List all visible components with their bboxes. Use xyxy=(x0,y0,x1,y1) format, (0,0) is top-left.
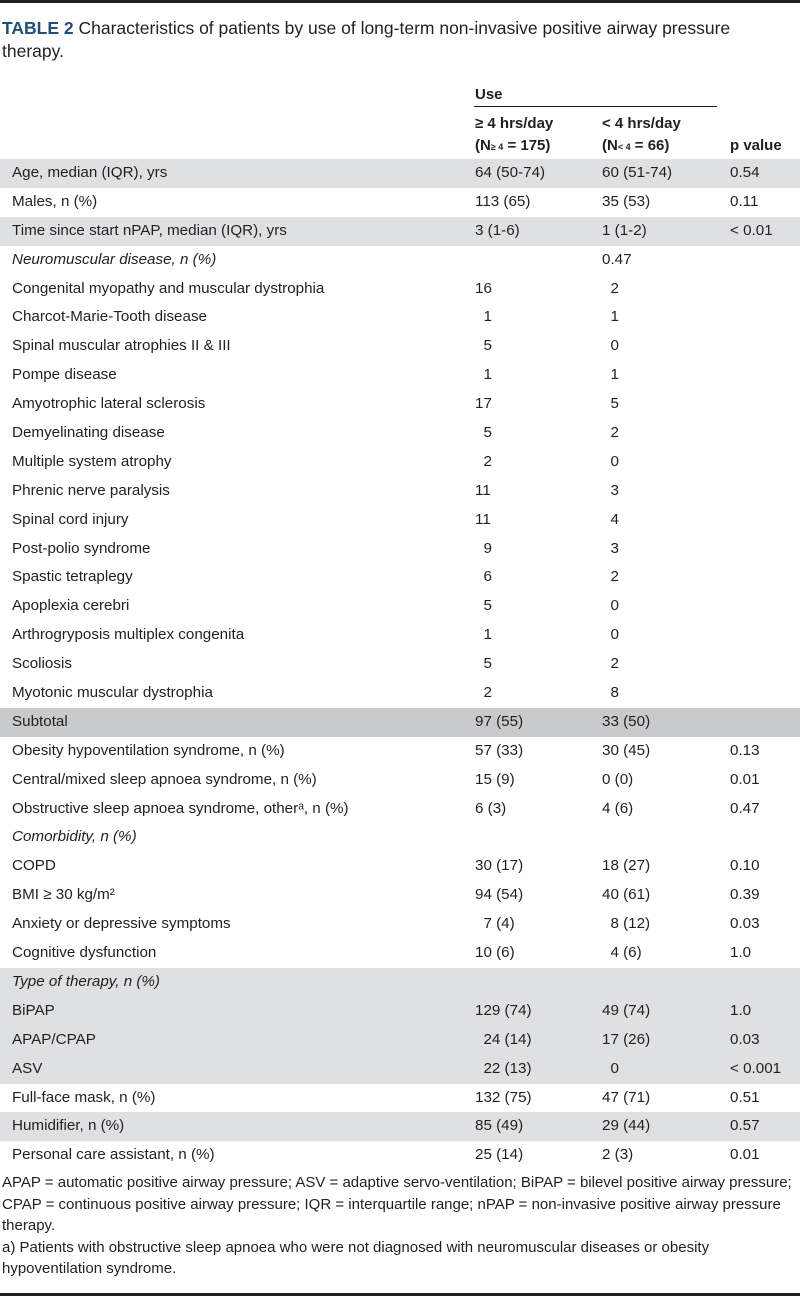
table-row xyxy=(0,1084,800,1113)
cell-ge4: 6 xyxy=(475,568,492,586)
row-label: Personal care assistant, n (%) xyxy=(12,1146,215,1164)
row-label: Cognitive dysfunction xyxy=(12,944,157,962)
cell-lt4: 5 xyxy=(602,395,619,413)
cell-ge4: 10 (6) xyxy=(475,944,515,962)
cell-ge4: 64 (50-74) xyxy=(475,164,546,181)
table-row xyxy=(0,1141,800,1170)
cell-ge4: 6 (3) xyxy=(475,799,507,817)
cell-p-value: 0.13 xyxy=(730,741,760,759)
col-lt4-header xyxy=(602,113,681,158)
cell-ge4: 17 xyxy=(475,395,492,413)
table-row xyxy=(0,448,800,477)
cell-ge4: 1 xyxy=(475,626,492,644)
cell-p-value: < 0.01 xyxy=(730,221,773,239)
cell-ge4: 57 (33) xyxy=(475,741,524,759)
cell-lt4: 1 xyxy=(602,366,619,384)
col-lt4-title: < 4 hrs/day xyxy=(602,115,681,132)
row-label: Full-face mask, n (%) xyxy=(12,1088,156,1106)
table-row xyxy=(0,188,800,217)
row-label: Scoliosis xyxy=(12,655,72,673)
cell-lt4: 0 xyxy=(602,626,619,644)
row-label: Humidifier, n (%) xyxy=(12,1117,125,1135)
table-row xyxy=(0,997,800,1026)
table-row xyxy=(0,621,800,650)
cell-lt4: 0 xyxy=(602,452,619,470)
col-lt4-n: (N< 4 = 66) xyxy=(602,137,670,154)
table-row xyxy=(0,361,800,390)
row-label: Time since start nPAP, median (IQR), yrs xyxy=(12,221,287,239)
cell-lt4: 0.47 xyxy=(602,250,632,268)
cell-ge4: 30 (17) xyxy=(475,857,524,875)
row-label: Obesity hypoventilation syndrome, n (%) xyxy=(12,741,285,759)
cell-lt4: 0 (0) xyxy=(602,770,634,788)
table-row xyxy=(0,766,800,795)
table-row xyxy=(0,650,800,679)
cell-ge4: 22 (13) xyxy=(475,1059,532,1077)
cell-lt4: 8 xyxy=(602,684,619,702)
cell-p-value: 0.39 xyxy=(730,886,760,904)
row-label: Pompe disease xyxy=(12,366,117,384)
cell-ge4: 2 xyxy=(475,684,492,702)
col-ge4-header xyxy=(475,113,553,158)
row-label: Apoplexia cerebri xyxy=(12,597,130,615)
use-group-header: Use xyxy=(475,86,503,103)
cell-ge4: 5 xyxy=(475,655,492,673)
table-row xyxy=(0,275,800,304)
row-label: Type of therapy, n (%) xyxy=(12,972,160,990)
row-label: Charcot-Marie-Tooth disease xyxy=(12,308,207,326)
table-row xyxy=(0,419,800,448)
cell-lt4: 4 (6) xyxy=(602,799,634,817)
table-row xyxy=(0,679,800,708)
cell-p-value: 0.03 xyxy=(730,1030,760,1048)
table-row xyxy=(0,823,800,852)
cell-lt4: 33 (50) xyxy=(602,712,651,730)
row-label: Demyelinating disease xyxy=(12,424,165,442)
cell-lt4: 18 (27) xyxy=(602,857,651,875)
cell-lt4: 8 (12) xyxy=(602,915,651,933)
table-row xyxy=(0,1026,800,1055)
cell-p-value: 0.03 xyxy=(730,915,760,933)
row-label: Amyotrophic lateral sclerosis xyxy=(12,395,206,413)
table-row xyxy=(0,217,800,246)
table-title: Characteristics of patients by use of long-term non-invasive positive airway pressure therapy. xyxy=(2,18,731,61)
cell-lt4: 0 xyxy=(602,337,619,355)
table-row xyxy=(0,881,800,910)
table-row xyxy=(0,246,800,275)
cell-lt4: 30 (45) xyxy=(602,741,651,759)
row-label: Anxiety or depressive symptoms xyxy=(12,915,231,933)
cell-lt4: 49 (74) xyxy=(602,1001,651,1019)
row-label: Arthrogryposis multiplex congenita xyxy=(12,626,245,644)
table-row xyxy=(0,1112,800,1141)
row-label: COPD xyxy=(12,857,56,875)
table-row xyxy=(0,477,800,506)
cell-lt4: 1 (1-2) xyxy=(602,221,647,239)
cell-lt4: 2 xyxy=(602,424,619,442)
cell-p-value: 0.47 xyxy=(730,799,760,817)
cell-ge4: 7 (4) xyxy=(475,915,515,933)
cell-ge4: 15 (9) xyxy=(475,770,515,788)
row-label: ASV xyxy=(12,1059,43,1077)
use-group-rule xyxy=(474,106,717,107)
row-label: Myotonic muscular dystrophia xyxy=(12,684,213,702)
table-caption xyxy=(2,17,762,63)
table-row xyxy=(0,159,800,188)
table-row xyxy=(0,390,800,419)
cell-ge4: 11 xyxy=(475,481,491,499)
cell-ge4: 1 xyxy=(475,366,492,384)
cell-lt4: 2 xyxy=(602,279,619,297)
cell-ge4: 94 (54) xyxy=(475,886,524,904)
col-ge4-n: (N≥ 4 = 175) xyxy=(475,137,551,154)
table-row xyxy=(0,303,800,332)
table-row xyxy=(0,795,800,824)
cell-p-value: 0.01 xyxy=(730,1146,760,1164)
cell-lt4: 40 (61) xyxy=(602,886,651,904)
cell-ge4: 132 (75) xyxy=(475,1088,532,1106)
cell-p-value: 0.51 xyxy=(730,1088,760,1106)
table-row xyxy=(0,708,800,737)
cell-ge4: 97 (55) xyxy=(475,712,524,730)
table-row xyxy=(0,910,800,939)
row-label: Males, n (%) xyxy=(12,192,98,210)
cell-ge4: 5 xyxy=(475,424,492,442)
bottom-rule xyxy=(0,1293,800,1296)
row-label: Spastic tetraplegy xyxy=(12,568,133,586)
row-label: BMI ≥ 30 kg/m² xyxy=(12,886,115,904)
cell-lt4: 4 xyxy=(602,510,619,528)
cell-ge4: 24 (14) xyxy=(475,1030,532,1048)
cell-lt4: 17 (26) xyxy=(602,1030,651,1048)
cell-p-value: < 0.001 xyxy=(730,1059,782,1077)
cell-lt4: 2 xyxy=(602,568,619,586)
cell-lt4: 29 (44) xyxy=(602,1117,651,1135)
cell-lt4: 4 (6) xyxy=(602,944,642,962)
cell-ge4: 85 (49) xyxy=(475,1117,524,1135)
row-label: Post-polio syndrome xyxy=(12,539,151,557)
cell-ge4: 5 xyxy=(475,597,492,615)
row-label: Multiple system atrophy xyxy=(12,452,172,470)
cell-p-value: 1.0 xyxy=(730,944,752,962)
cell-p-value: 0.54 xyxy=(730,164,760,181)
row-label: Subtotal xyxy=(12,712,68,730)
cell-ge4: 9 xyxy=(475,539,492,557)
table-row xyxy=(0,563,800,592)
row-label: Obstructive sleep apnoea syndrome, otherᵃ, n (%) xyxy=(12,799,349,817)
top-rule xyxy=(0,0,800,3)
cell-ge4: 129 (74) xyxy=(475,1001,532,1019)
row-label: Neuromuscular disease, n (%) xyxy=(12,250,217,268)
row-label: Central/mixed sleep apnoea syndrome, n (%) xyxy=(12,770,317,788)
row-label: Age, median (IQR), yrs xyxy=(12,164,168,181)
table-label: TABLE 2 xyxy=(2,18,74,38)
row-label: Spinal muscular atrophies II & III xyxy=(12,337,231,355)
table-row xyxy=(0,535,800,564)
cell-lt4: 2 xyxy=(602,655,619,673)
table-footnotes xyxy=(2,1172,798,1280)
cell-lt4: 0 xyxy=(602,597,619,615)
cell-p-value: 0.01 xyxy=(730,770,760,788)
row-label: Spinal cord injury xyxy=(12,510,129,528)
cell-ge4: 113 (65) xyxy=(475,192,531,210)
cell-ge4: 1 xyxy=(475,308,492,326)
row-label: Phrenic nerve paralysis xyxy=(12,481,170,499)
cell-lt4: 3 xyxy=(602,539,619,557)
cell-lt4: 1 xyxy=(602,308,619,326)
cell-ge4: 11 xyxy=(475,510,491,528)
table-row xyxy=(0,737,800,766)
cell-lt4: 3 xyxy=(602,481,619,499)
table-row xyxy=(0,592,800,621)
cell-lt4: 47 (71) xyxy=(602,1088,651,1106)
col-p-header: p value xyxy=(730,137,782,154)
footnote-a: a) Patients with obstructive sleep apnoea who were not diagnosed with neuromuscular diseases or obesity hypoventilation syndrome. xyxy=(2,1238,710,1277)
cell-ge4: 3 (1-6) xyxy=(475,221,520,239)
cell-lt4: 35 (53) xyxy=(602,192,651,210)
row-label: APAP/CPAP xyxy=(12,1030,96,1048)
cell-ge4: 16 xyxy=(475,279,492,297)
table-row xyxy=(0,939,800,968)
cell-ge4: 5 xyxy=(475,337,492,355)
cell-p-value: 0.11 xyxy=(730,192,759,210)
table-row xyxy=(0,332,800,361)
table-row xyxy=(0,1055,800,1084)
cell-lt4: 0 xyxy=(602,1059,619,1077)
cell-ge4: 2 xyxy=(475,452,492,470)
cell-lt4: 60 (51-74) xyxy=(602,164,673,181)
row-label: Comorbidity, n (%) xyxy=(12,828,137,846)
col-ge4-title: ≥ 4 hrs/day xyxy=(475,115,554,132)
table-row xyxy=(0,968,800,997)
table-row xyxy=(0,506,800,535)
cell-p-value: 0.57 xyxy=(730,1117,760,1135)
cell-ge4: 25 (14) xyxy=(475,1146,524,1164)
cell-p-value: 1.0 xyxy=(730,1001,752,1019)
row-label: Congenital myopathy and muscular dystrophia xyxy=(12,279,325,297)
row-label: BiPAP xyxy=(12,1001,55,1019)
cell-lt4: 2 (3) xyxy=(602,1146,634,1164)
table-row xyxy=(0,852,800,881)
footnote-abbreviations: APAP = automatic positive airway pressure; ASV = adaptive servo-ventilation; BiPAP = bilevel positive airway pressure; CPAP = continuous positive airway pressure; IQR = interquartile range; nPAP = non-invasive positive airway pressure therapy. xyxy=(2,1174,792,1234)
cell-p-value: 0.10 xyxy=(730,857,760,875)
data-table xyxy=(0,159,800,1170)
